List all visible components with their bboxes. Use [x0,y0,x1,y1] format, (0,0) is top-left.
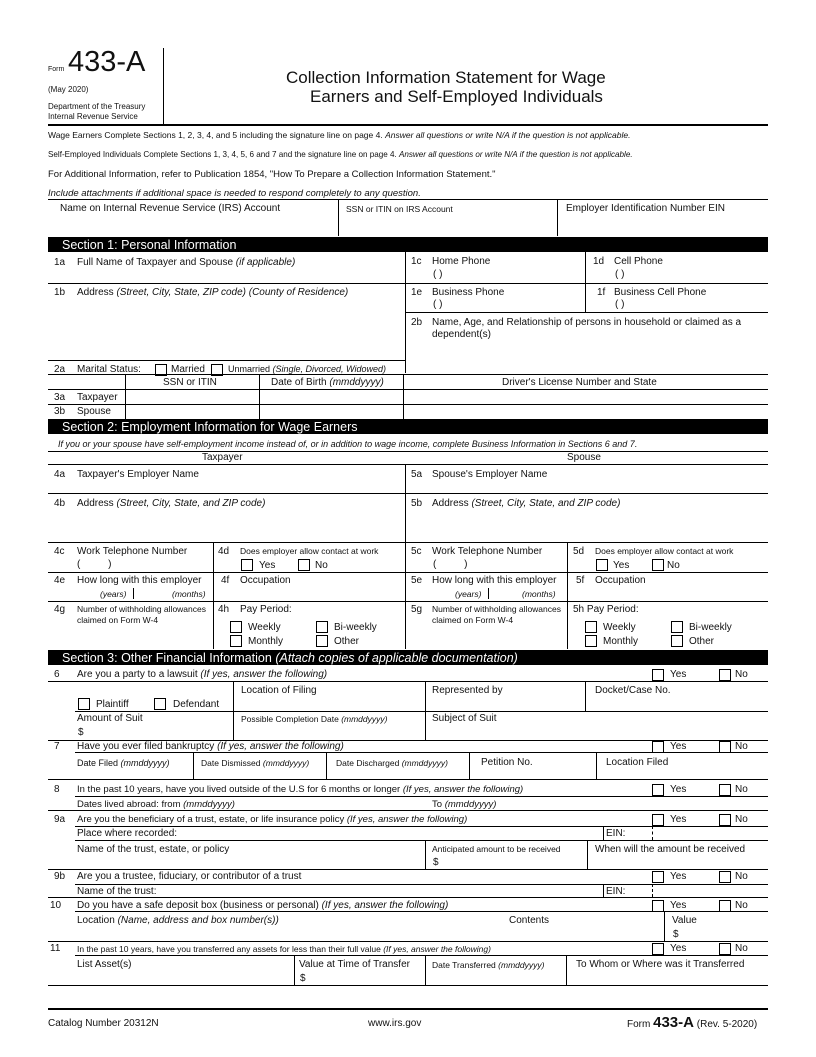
q11-yes-label: Yes [670,943,687,954]
field-2b-label-line2: dependent(s) [432,329,491,340]
biweekly-label-4h: Bi-weekly [334,622,377,633]
q10-no-label: No [735,900,748,911]
col-taxpayer: Taxpayer [202,452,243,463]
header-divider [163,48,164,124]
field-5a-label: Spouse's Employer Name [432,469,548,480]
defendant-label: Defendant [173,699,220,710]
q6-no-checkbox[interactable] [719,669,731,681]
field-4c-label: Work Telephone Number [77,546,188,557]
weekly-label-5h: Weekly [603,622,636,633]
instruction-line3: For Additional Information, refer to Publication 1854, "How To Prepare a Collection Information Statement." [48,169,496,180]
plaintiff-checkbox[interactable] [78,698,90,710]
field-4b-label: Address (Street, City, State, and ZIP code) [77,498,266,509]
field-2b-num: 2b [411,317,423,328]
months-label-4e: (months) [172,589,206,599]
yes-label-5d: Yes [613,560,630,571]
contact-yes-checkbox-4d[interactable] [241,559,253,571]
contact-yes-checkbox-5d[interactable] [596,559,608,571]
cell-phone-parens: ( ) [615,269,625,280]
field-5g-label-line1: Number of withholding allowances [432,604,561,614]
months-label-5e: (months) [522,589,556,599]
q8-no-checkbox[interactable] [719,784,731,796]
field-3b-label: Spouse [77,406,111,417]
footer-form-id: Form 433-A (Rev. 5-2020) [627,1014,758,1031]
name-trust-label: Name of the trust: [77,886,157,897]
field-4c-num: 4c [54,546,65,557]
field-3a-label: Taxpayer [77,392,118,403]
field-1a-label: Full Name of Taxpayer and Spouse (if applicable) [77,257,296,268]
place-recorded-label: Place where recorded: [77,828,178,839]
q9a-num: 9a [54,814,66,825]
date-transferred-label: Date Transferred (mmddyyyy) [432,960,545,970]
field-1d-label: Cell Phone [614,256,663,267]
q9a-no-checkbox[interactable] [719,814,731,826]
field-4h-num: 4h [218,604,230,615]
q6-label: Are you a party to a lawsuit (If yes, answer the following) [77,669,328,680]
ssn-itin-label: SSN or ITIN on IRS Account [346,204,453,214]
col-ssn-itin: SSN or ITIN [163,377,217,388]
q8-yes-label: Yes [670,784,687,795]
field-1c-label: Home Phone [432,256,491,267]
field-5e-num: 5e [411,575,423,586]
work-phone-parens-5c: ( ) [433,559,468,570]
section2-note: If you or your spouse have self-employment income instead of, or in addition to wage income, complete Business Information in Sections 6 and 7. [58,439,638,449]
amount-suit-label: Amount of Suit [77,713,143,724]
field-5b-label: Address (Street, City, State, and ZIP code) [432,498,621,509]
q11-yes-checkbox[interactable] [652,943,664,955]
business-cell-parens: ( ) [615,299,625,310]
field-4d-num: 4d [218,546,230,557]
biweekly-label-5h: Bi-weekly [689,622,732,633]
dept-treasury: Department of the Treasury [48,102,146,111]
work-phone-parens-4c: ( ) [77,559,112,570]
field-5e-label: How long with this employer [432,575,557,586]
married-label: Married [171,364,205,375]
field-5c-num: 5c [411,546,422,557]
when-received-label: When will the amount be received [595,844,746,855]
represented-by-label: Represented by [432,685,503,696]
yes-label-4d: Yes [259,560,276,571]
header-rule [48,124,768,126]
contact-no-checkbox-5d[interactable] [652,559,664,571]
field-5f-num: 5f [576,575,585,586]
irs-website: www.irs.gov [368,1018,422,1029]
anticipated-amount-label: Anticipated amount to be received [432,844,561,854]
other-label-4h: Other [334,636,360,647]
marital-status-label: Marital Status: [77,364,141,375]
value-label: Value [672,915,697,926]
irs-account-name-label: Name on Internal Revenue Service (IRS) Account [60,203,281,214]
q9b-yes-label: Yes [670,871,687,882]
q11-no-checkbox[interactable] [719,943,731,955]
q9a-no-label: No [735,814,748,825]
q8-yes-checkbox[interactable] [652,784,664,796]
q11-no-label: No [735,943,748,954]
location-box-label: Location (Name, address and box number(s)) [77,915,279,926]
to-whom-label: To Whom or Where was it Transferred [576,959,745,970]
field-5g-label-line2: claimed on Form W-4 [432,615,514,625]
q10-label: Do you have a safe deposit box (business or personal) (If yes, answer the following) [77,900,449,911]
field-2a-num: 2a [54,364,66,375]
field-5d-label: Does employer allow contact at work [595,546,734,556]
q8-label: In the past 10 years, have you lived outside of the U.S for 6 months or longer (If yes, answer the following) [77,784,524,795]
dates-abroad-label: Dates lived abroad: from (mmddyyyy) [77,799,235,810]
date-discharged-label: Date Discharged (mmddyyyy) [336,758,448,768]
form-date: (May 2020) [48,85,89,94]
other-label-5h: Other [689,636,715,647]
field-5c-label: Work Telephone Number [432,546,543,557]
form-title-line2: Earners and Self-Employed Individuals [310,87,603,106]
q9b-yes-checkbox[interactable] [652,871,664,883]
q11-label: In the past 10 years, have you transferred any assets for less than their full value (If yes, answer the following) [77,944,491,954]
q9b-label: Are you a trustee, fiduciary, or contributor of a trust [77,871,302,882]
field-5f-label: Occupation [595,575,646,586]
list-assets-label: List Asset(s) [77,959,132,970]
field-5a-num: 5a [411,469,423,480]
field-4g-num: 4g [54,604,66,615]
q9a-yes-checkbox[interactable] [652,814,664,826]
contact-no-checkbox-4d[interactable] [298,559,310,571]
docket-case-label: Docket/Case No. [595,685,671,696]
field-1c-num: 1c [411,256,422,267]
years-label-4e: (years) [100,589,127,599]
q11-num: 11 [50,943,61,954]
section3-header: Section 3: Other Financial Information (Attach copies of applicable documentation) [48,650,768,665]
date-filed-label: Date Filed (mmddyyyy) [77,758,170,768]
date-dismissed-label: Date Dismissed (mmddyyyy) [201,758,310,768]
col-drivers-license: Driver's License Number and State [502,377,657,388]
anticipated-dollar: $ [433,857,439,868]
field-3a-num: 3a [54,392,66,403]
years-label-5e: (years) [455,589,482,599]
field-1b-label: Address (Street, City, State, ZIP code) (County of Residence) [77,287,349,298]
q6-num: 6 [54,669,60,680]
field-1a-num: 1a [54,257,66,268]
q7-yes-label: Yes [670,741,687,752]
field-1b-num: 1b [54,287,66,298]
instruction-line2: Self-Employed Individuals Complete Sections 1, 3, 4, 5, 6 and 7 and the signature line on page 4. Answer all questions or write N/A if the question is not applicable. [48,150,633,159]
field-1f-label: Business Cell Phone [614,287,707,298]
business-phone-parens: ( ) [433,299,443,310]
footer-rule [48,1008,768,1010]
value-transfer-label: Value at Time of Transfer [299,959,410,970]
field-5d-num: 5d [573,546,585,557]
q7-num: 7 [54,741,60,752]
location-filing-label: Location of Filing [241,685,317,696]
field-1d-num: 1d [593,256,605,267]
field-1e-label: Business Phone [432,287,505,298]
monthly-label-4h: Monthly [248,636,284,647]
q9a-label: Are you the beneficiary of a trust, estate, or life insurance policy (If yes, answer the following) [77,814,468,825]
q7-no-label: No [735,741,748,752]
catalog-number: Catalog Number 20312N [48,1018,159,1029]
q9a-yes-label: Yes [670,814,687,825]
weekly-label-4h: Weekly [248,622,281,633]
amount-suit-dollar: $ [78,727,84,738]
q6-yes-checkbox[interactable] [652,669,664,681]
dept-irs: Internal Revenue Service [48,112,138,121]
subject-suit-label: Subject of Suit [432,713,497,724]
value-dollar: $ [673,929,679,940]
defendant-checkbox[interactable] [154,698,166,710]
weekly-checkbox-4h[interactable] [230,621,242,633]
weekly-checkbox-5h[interactable] [585,621,597,633]
q8-no-label: No [735,784,748,795]
form-word: Form [48,66,65,73]
no-label-5d: No [667,560,680,571]
q6-yes-label: Yes [670,669,687,680]
field-4g-label-line1: Number of withholding allowances [77,604,206,614]
q9b-no-label: No [735,871,748,882]
ein-label: Employer Identification Number EIN [566,203,725,214]
instruction-line1: Wage Earners Complete Sections 1, 2, 3, 4, and 5 including the signature line on page 4. Answer all questions or write N/A if the question is not applicable. [48,130,631,140]
to-date-label: To (mmddyyyy) [432,799,497,810]
q10-yes-label: Yes [670,900,687,911]
form-number: 433-A [68,46,146,78]
field-4g-label-line2: claimed on Form W-4 [77,615,159,625]
section1-header: Section 1: Personal Information [48,237,768,252]
location-filed-label: Location Filed [606,757,669,768]
field-4b-num: 4b [54,498,66,509]
col-date-of-birth: Date of Birth (mmddyyyy) [271,377,384,388]
instruction-line4: Include attachments if additional space is needed to respond completely to any question. [48,188,421,199]
petition-no-label: Petition No. [481,757,533,768]
section2-header: Section 2: Employment Information for Wage Earners [48,419,768,434]
plaintiff-label: Plaintiff [96,699,129,710]
ein-label-9b: EIN: [606,886,626,897]
form-title-line1: Collection Information Statement for Wage [286,68,606,87]
trust-name-label: Name of the trust, estate, or policy [77,844,230,855]
field-3b-num: 3b [54,406,66,417]
field-4f-label: Occupation [240,575,291,586]
biweekly-checkbox-5h[interactable] [671,621,683,633]
q10-num: 10 [50,900,62,911]
q9b-no-checkbox[interactable] [719,871,731,883]
field-4e-num: 4e [54,575,66,586]
col-spouse: Spouse [567,452,601,463]
q8-num: 8 [54,784,60,795]
no-label-4d: No [315,560,328,571]
field-1e-num: 1e [411,287,423,298]
field-5b-num: 5b [411,498,423,509]
field-4e-label: How long with this employer [77,575,202,586]
monthly-checkbox-5h[interactable] [585,635,597,647]
field-4a-num: 4a [54,469,66,480]
home-phone-parens: ( ) [433,269,443,280]
field-4f-num: 4f [221,575,230,586]
field-4d-label: Does employer allow contact at work [240,546,379,556]
other-checkbox-4h[interactable] [316,635,328,647]
contents-label: Contents [509,915,550,926]
other-checkbox-5h[interactable] [671,635,683,647]
value-transfer-dollar: $ [300,973,306,984]
field-5h-label: 5h Pay Period: [573,604,639,615]
monthly-label-5h: Monthly [603,636,639,647]
field-1f-num: 1f [597,287,606,298]
q7-label: Have you ever filed bankruptcy (If yes, answer the following) [77,741,344,752]
possible-completion-label: Possible Completion Date (mmddyyyy) [241,714,388,724]
unmarried-label: Unmarried (Single, Divorced, Widowed) [228,364,386,374]
field-2b-label-line1: Name, Age, and Relationship of persons in household or claimed as a [432,317,742,328]
field-5g-num: 5g [411,604,423,615]
q9b-num: 9b [54,871,66,882]
field-4a-label: Taxpayer's Employer Name [77,469,199,480]
q6-no-label: No [735,669,748,680]
field-4h-label: Pay Period: [240,604,292,615]
monthly-checkbox-4h[interactable] [230,635,242,647]
biweekly-checkbox-4h[interactable] [316,621,328,633]
ein-label-9a: EIN: [606,828,626,839]
